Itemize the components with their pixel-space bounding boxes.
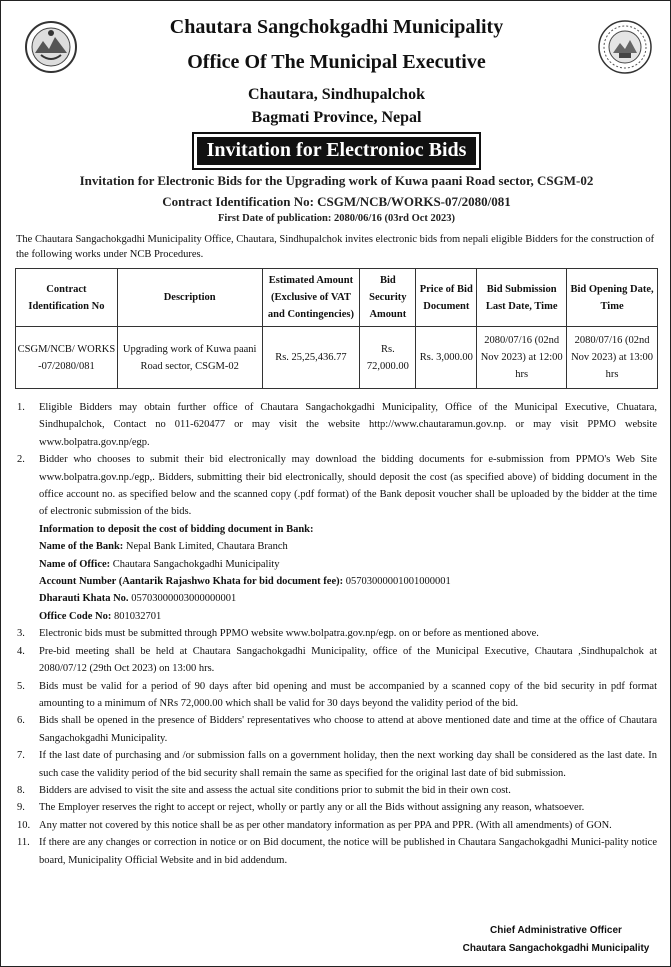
signatory-title: Chief Administrative Officer bbox=[490, 925, 622, 936]
publication-date: First Date of publication: 2080/06/16 (03rd Oct 2023) bbox=[217, 213, 456, 224]
office-code-line bbox=[39, 608, 657, 625]
account-number-line bbox=[39, 573, 657, 590]
list-number: 4. bbox=[17, 645, 25, 657]
table-cell: 2080/07/16 (02nd Nov 2023) at 13:00 hrs bbox=[567, 327, 658, 389]
list-number: 7. bbox=[17, 750, 25, 762]
table-cell: 2080/07/16 (02nd Nov 2023) at 12:00 hrs bbox=[477, 327, 567, 389]
table-header-row bbox=[16, 269, 658, 327]
dharauti-line bbox=[39, 590, 657, 607]
bid-table bbox=[15, 268, 658, 389]
list-number: 11. bbox=[17, 837, 30, 849]
account-number-value: 05703000001001000001 bbox=[345, 576, 451, 588]
list-number: 9. bbox=[17, 802, 25, 814]
table-header: Description bbox=[117, 269, 262, 327]
list-text: Bids shall be opened in the presence of Bidders' representatives who choose to attend at above mentioned date and time at the office of Chautara Sangachokgadhi Municipality. bbox=[39, 715, 657, 744]
account-number-label: Account Number (Aantarik Rajashwo Khata for bid document fee): bbox=[39, 576, 344, 588]
office-location: Chautara, Sindhupalchok bbox=[248, 86, 425, 103]
list-number: 1. bbox=[17, 402, 25, 413]
office-name-value: Chautara Sangachokgadhi Municipality bbox=[112, 558, 280, 570]
office-name: Office Of The Municipal Executive bbox=[187, 51, 486, 73]
table-header: Bid Security Amount bbox=[360, 269, 416, 327]
signatory-organization: Chautara Sangachokgadhi Municipality bbox=[462, 943, 650, 954]
list-item bbox=[17, 643, 657, 678]
table-header: Price of Bid Document bbox=[416, 269, 477, 327]
list-number: 8. bbox=[17, 784, 25, 796]
list-number: 2. bbox=[17, 454, 25, 466]
list-text: Any matter not covered by this notice shall be as per other mandatory information as per PPA and PPR. (With all amendments) of GON. bbox=[39, 819, 612, 831]
office-province: Bagmati Province, Nepal bbox=[251, 109, 422, 126]
table-cell: Rs. 25,25,436.77 bbox=[262, 327, 360, 389]
table-header: Bid Submission Last Date, Time bbox=[477, 269, 567, 327]
municipality-name: Chautara Sangchokgadhi Municipality bbox=[169, 16, 504, 38]
list-text: Eligible Bidders may obtain further office of Chautara Sangachokgadhi Municipality, Office of the Municipal Executive, Chuatara, Sindhupalchok, Contact no 011-620477 or may visit the website http://www.chautaramun.gov.np. or may visit PPMO website www.bolpatra.gov.np/egp. bbox=[39, 402, 657, 448]
bank-name-label: Name of the Bank: bbox=[39, 541, 124, 553]
bid-subject: Invitation for Electronic Bids for the Upgrading work of Kuwa paani Road sector, CSGM-02 bbox=[79, 173, 594, 188]
list-item bbox=[17, 817, 657, 834]
list-number: 10. bbox=[17, 819, 31, 831]
list-item bbox=[17, 782, 657, 799]
bank-details bbox=[17, 521, 657, 625]
table-header: Contract Identification No bbox=[16, 269, 118, 327]
list-item bbox=[17, 747, 657, 782]
table-cell: Rs. 72,000.00 bbox=[360, 327, 416, 389]
bank-heading: Information to deposit the cost of bidding document in Bank: bbox=[39, 523, 314, 535]
dharauti-label: Dharauti Khata No. bbox=[39, 593, 129, 605]
table-header: Estimated Amount (Exclusive of VAT and Contingencies) bbox=[262, 269, 360, 327]
list-item bbox=[17, 712, 657, 747]
office-name-line bbox=[39, 556, 657, 573]
office-name-label: Name of Office: bbox=[39, 558, 111, 570]
list-number: 5. bbox=[17, 680, 25, 692]
list-item bbox=[17, 834, 657, 869]
list-item bbox=[17, 451, 657, 521]
table-row bbox=[16, 327, 658, 389]
conditions-list bbox=[17, 399, 657, 869]
list-text: Bidder who chooses to submit their bid electronically may download the bidding documents for e-submission from PPMO's Web Site www.bolpatra.gov.np./egp,. Bidders, submitting their bid electronically, should deposit the cost (as specified above) of bidding document in the office account no. as specified below and the scanned copy (.pdf format) of the Bank deposit voucher shall be uploaded by the bidder at the time of electronic submission of the bids. bbox=[39, 454, 657, 518]
notice-title: Invitation for Electronioc Bids bbox=[196, 136, 478, 166]
dharauti-value: 05703000003000000001 bbox=[131, 593, 237, 605]
office-code-value: 801032701 bbox=[113, 610, 162, 622]
list-text: Pre-bid meeting shall be held at Chautara Sangachokgadhi Municipality, office of the Municipal Executive, Chautara ,Sindhupalchok at 2080/07/12 (29th Oct 2023) on 13:00 hrs. bbox=[39, 645, 657, 675]
table-header: Bid Opening Date, Time bbox=[567, 269, 658, 327]
table-cell: Rs. 3,000.00 bbox=[416, 327, 477, 389]
list-number: 3. bbox=[17, 628, 25, 640]
list-text: The Employer reserves the right to accept or reject, wholly or partly any or all the Bids without assigning any reason, whatsoever. bbox=[39, 802, 585, 814]
office-code-label: Office Code No: bbox=[39, 610, 112, 622]
bank-name-value: Nepal Bank Limited, Chautara Branch bbox=[125, 541, 288, 553]
list-item bbox=[17, 625, 657, 642]
list-text: If there are any changes or correction in notice or on Bid document, the notice will be published in Chautara Sangachokgadhi Munici-pality notice board, Municipality Official Website and in bid addendum. bbox=[39, 837, 657, 866]
bank-name-line bbox=[39, 538, 657, 555]
list-item bbox=[17, 799, 657, 816]
list-text: Bidders are advised to visit the site and assess the actual site conditions prior to submit the bid in their own cost. bbox=[39, 784, 511, 796]
list-number: 6. bbox=[17, 715, 25, 727]
list-item bbox=[17, 678, 657, 713]
intro-paragraph: The Chautara Sangachokgadhi Municipality Office, Chautara, Sindhupalchok invites electronic bids from nepali eligible Bidders for the construction of the following works under NCB Procedures. bbox=[16, 234, 655, 260]
list-item bbox=[17, 399, 657, 451]
list-text: Electronic bids must be submitted through PPMO website www.bolpatra.gov.np/egp. on or before as mentioned above. bbox=[39, 628, 539, 640]
table-cell: CSGM/NCB/ WORKS -07/2080/081 bbox=[16, 327, 118, 389]
list-text: If the last date of purchasing and /or submission falls on a government holiday, then the next working day shall be considered as the last date. In such case the validity period of the bid security shall remain the same as specified for the original last date of bid submission. bbox=[39, 750, 657, 779]
table-cell: Upgrading work of Kuwa paani Road sector, CSGM-02 bbox=[117, 327, 262, 389]
contract-identification: Contract Identification No: CSGM/NCB/WORKS-07/2080/081 bbox=[162, 194, 511, 209]
list-text: Bids must be valid for a period of 90 days after bid opening and must be accompanied by a scanned copy of the bid security in pdf format amounting to a minimum of NRs 72,000.00 which shall be valid for 30 days beyond the validity period of the bid. bbox=[39, 680, 657, 709]
